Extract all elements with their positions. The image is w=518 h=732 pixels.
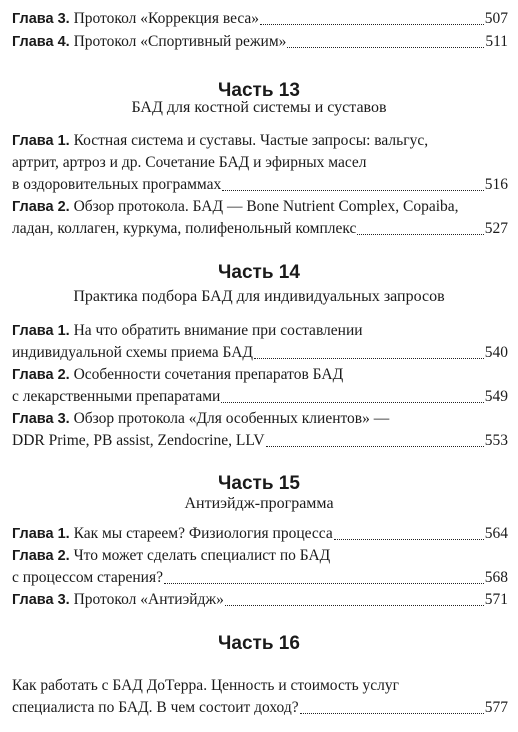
toc-entry-text-line	[12, 545, 330, 567]
chapter-title-cont: с лекарственными препаратами	[12, 388, 221, 405]
toc-entry-text-line	[12, 130, 428, 152]
chapter-title: Как мы стареем? Физиология процесса	[73, 525, 333, 542]
chapter-title: Обзор протокола «Для особенных клиентов» —	[73, 410, 390, 427]
toc-entry-p15-ch1	[12, 523, 508, 545]
chapter-title-cont: DDR Prime, PB assist, Zendocrine, LLV	[12, 432, 265, 449]
chapter-label: Глава 2.	[12, 367, 70, 383]
toc-entry-p14-ch3	[12, 408, 508, 452]
page-number: 527	[484, 220, 508, 237]
toc-entry-line	[12, 430, 508, 452]
chapter-title: Что может сделать специалист по БАД	[73, 547, 331, 564]
dot-leader	[300, 713, 484, 714]
page-number: 507	[484, 10, 508, 27]
toc-entry-text-line	[12, 408, 389, 430]
toc-entry-line	[12, 174, 508, 196]
page-number: 540	[484, 344, 508, 361]
toc-entry-text-line	[12, 523, 333, 545]
toc-entry-line	[12, 545, 508, 567]
page-number: 577	[484, 699, 508, 716]
toc-entry-line	[12, 675, 508, 697]
part-14-subtitle: Практика подбора БАД для индивидуальных запросов	[73, 288, 445, 305]
page-number: 553	[484, 432, 508, 449]
chapter-label: Глава 1.	[12, 133, 70, 149]
chapter-title-cont: с процессом старения?	[12, 569, 163, 586]
toc-entry-text-line	[12, 589, 224, 611]
chapter-title: На что обратить внимание при составлении	[73, 322, 363, 339]
toc-entry-line	[12, 218, 508, 240]
toc-entry-top-1	[12, 8, 508, 30]
chapter-title: Протокол «Коррекция веса»	[73, 10, 260, 27]
toc-entry-line	[12, 8, 508, 30]
toc-entry-line	[12, 408, 508, 430]
toc-entry-text-line	[12, 196, 459, 218]
dot-leader	[260, 24, 484, 25]
part-14-title: Часть 14	[218, 262, 300, 283]
chapter-title: Костная система и суставы. Частые запросы: вальгус,	[73, 132, 429, 149]
toc-entry-line	[12, 130, 508, 152]
chapter-title-cont: ладан, коллаген, куркума, полифенольный комплекс	[12, 220, 357, 237]
toc-entry-line	[12, 320, 508, 342]
chapter-title-cont: индивидуальной схемы приема БАД	[12, 344, 254, 361]
chapter-label: Глава 4.	[12, 34, 70, 50]
chapter-title: Протокол «Спортивный режим»	[73, 33, 287, 50]
toc-entry-top-2	[12, 31, 508, 53]
page-number: 516	[484, 176, 508, 193]
toc-entry-line	[12, 523, 508, 545]
toc-entry-text-line	[12, 364, 343, 386]
dot-leader	[221, 402, 483, 403]
toc-entry-line	[12, 152, 508, 174]
chapter-label: Глава 1.	[12, 323, 70, 339]
chapter-label: Глава 3.	[12, 11, 70, 27]
part-16-title: Часть 16	[218, 633, 300, 654]
part-15-subtitle: Антиэйдж-программа	[184, 495, 334, 512]
toc-entry-p16	[12, 675, 508, 719]
dot-leader	[222, 190, 484, 191]
page-number: 568	[484, 569, 508, 586]
dot-leader	[357, 234, 483, 235]
toc-entry-p14-ch1	[12, 320, 508, 364]
toc-entry-p13-ch2	[12, 196, 508, 240]
page-number: 564	[484, 525, 508, 542]
part-13-subtitle: БАД для костной системы и суставов	[131, 99, 387, 116]
dot-leader	[225, 605, 484, 606]
chapter-label: Глава 1.	[12, 526, 70, 542]
chapter-label: Глава 2.	[12, 548, 70, 564]
toc-entry-line	[12, 386, 508, 408]
chapter-title: Обзор протокола. БАД — Bone Nutrient Complex, Copaiba,	[73, 198, 459, 215]
toc-entry-p14-ch2	[12, 364, 508, 408]
chapter-title-cont: в оздоровительных программах	[12, 176, 222, 193]
page-number: 549	[484, 388, 508, 405]
toc-entry-text-line	[12, 31, 286, 53]
toc-entry-line	[12, 697, 508, 719]
toc-entry-line	[12, 364, 508, 386]
page-number: 511	[485, 33, 508, 50]
toc-entry-p15-ch3	[12, 589, 508, 611]
toc-entry-text-line	[12, 8, 259, 30]
dot-leader	[287, 47, 484, 48]
page-number: 571	[484, 591, 508, 608]
chapter-title-cont: артрит, артроз и др. Сочетание БАД и эфирных масел	[12, 154, 367, 171]
dot-leader	[164, 583, 484, 584]
toc-entry-line	[12, 31, 508, 53]
toc-entry-p15-ch2	[12, 545, 508, 589]
toc-entry-line	[12, 567, 508, 589]
dot-leader	[266, 446, 484, 447]
chapter-label: Глава 3.	[12, 592, 70, 608]
chapter-label: Глава 2.	[12, 199, 70, 215]
chapter-title: Особенности сочетания препаратов БАД	[73, 366, 344, 383]
dot-leader	[254, 358, 484, 359]
chapter-title: Как работать с БАД ДоТерра. Ценность и стоимость услуг	[12, 677, 400, 694]
chapter-label: Глава 3.	[12, 411, 70, 427]
part-15-title: Часть 15	[218, 473, 300, 494]
toc-entry-p13-ch1	[12, 130, 508, 196]
toc-entry-text-line	[12, 320, 363, 342]
chapter-title-cont: специалиста по БАД. В чем состоит доход?	[12, 699, 299, 716]
toc-entry-line	[12, 196, 508, 218]
toc-entry-line	[12, 589, 508, 611]
chapter-title: Протокол «Антиэйдж»	[73, 591, 224, 608]
dot-leader	[334, 539, 484, 540]
part-13-title: Часть 13	[218, 80, 300, 101]
toc-entry-line	[12, 342, 508, 364]
